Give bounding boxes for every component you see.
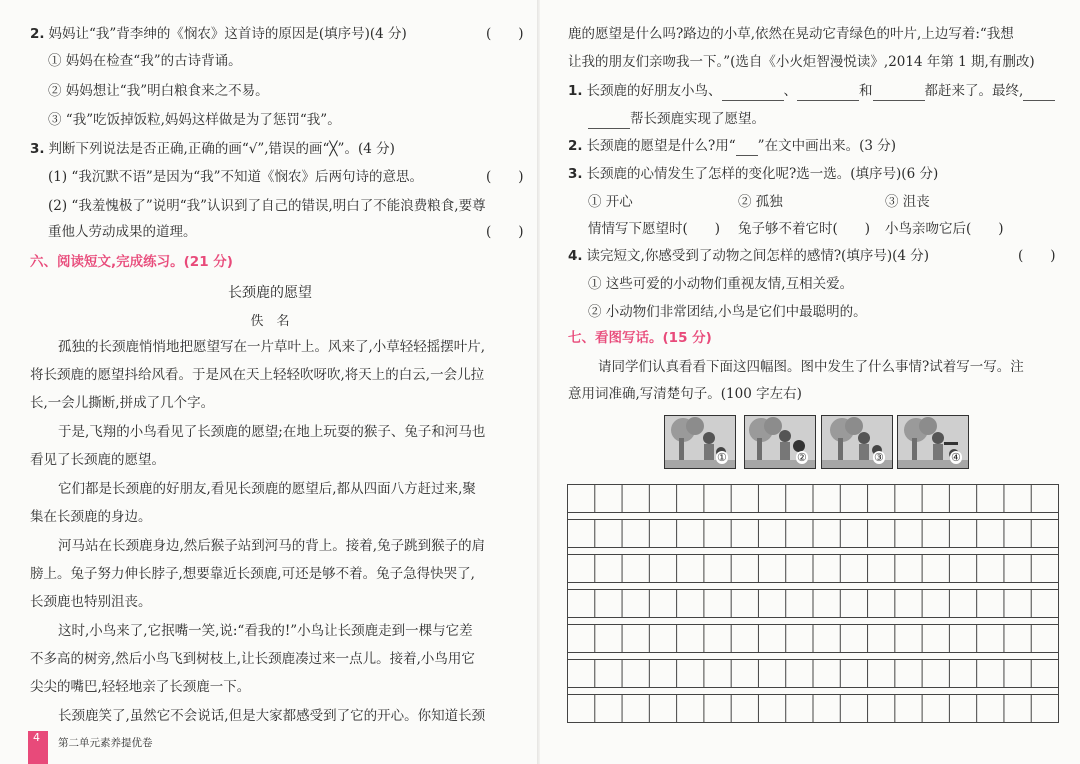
mood-line[interactable]: 小鸟亲吻它后( ) xyxy=(885,221,1004,237)
paragraph-line: 长颈鹿笑了,虽然它不会说话,但是大家都感受到了它的开心。你知道长颈 xyxy=(58,708,486,724)
question-text: 帮长颈鹿实现了愿望。 xyxy=(630,111,765,127)
mood-line[interactable]: 兔子够不着它时( ) xyxy=(738,221,871,237)
paragraph-line: 看见了长颈鹿的愿望。 xyxy=(30,452,165,468)
answer-paren[interactable]: ( ) xyxy=(1018,248,1056,264)
fill-blank[interactable] xyxy=(873,100,925,101)
prompt-line: 请同学们认真看看下面这四幅图。图中发生了什么事情?试着写一写。注 xyxy=(598,359,1024,375)
paragraph-line: 将长颈鹿的愿望抖给风看。于是风在天上轻轻吹呀吹,将天上的白云,一会儿拉 xyxy=(30,367,485,383)
question-number: 2. xyxy=(30,26,45,42)
question-3 xyxy=(30,139,395,159)
answer-paren[interactable]: ( ) xyxy=(486,224,524,240)
question-text: 都赶来了。最终, xyxy=(924,83,1024,99)
paragraph-line: 河马站在长颈鹿身边,然后猴子站到河马的背上。接着,兔子跳到猴子的肩 xyxy=(58,538,486,554)
paragraph-line: 孤独的长颈鹿悄悄地把愿望写在一片草叶上。风来了,小草轻轻摇摆叶片, xyxy=(58,339,486,355)
paragraph-line: 于是,飞翔的小鸟看见了长颈鹿的愿望;在地上玩耍的猴子、兔子和河马也 xyxy=(58,424,486,440)
option-1: ① 这些可爱的小动物们重视友情,互相关爱。 xyxy=(588,276,854,292)
option-2: ② 妈妈想让“我”明白粮食来之不易。 xyxy=(48,83,269,99)
option-2: ② 小动物们非常团结,小鸟是它们中最聪明的。 xyxy=(588,304,867,320)
judge-item-2: (2) “我羞愧极了”说明“我”认识到了自己的错误,明白了不能浪费粮食,要尊 xyxy=(48,198,486,214)
question-3 xyxy=(568,164,938,184)
question-2 xyxy=(30,24,407,44)
paragraph-line: 长颈鹿也特别沮丧。 xyxy=(30,594,152,610)
section-7-heading: 七、看图写话。(15 分) xyxy=(568,330,712,346)
judge-item-1: (1) “我沉默不语”是因为“我”不知道《悯农》后两句诗的意思。 xyxy=(48,169,424,185)
paragraph-line: 鹿的愿望是什么吗?路边的小草,依然在晃动它青绿色的叶片,上边写着:“我想 xyxy=(568,26,1014,42)
judge-item-2-cont: 重他人劳动成果的道理。 xyxy=(48,224,197,240)
paragraph-line: 不多高的树旁,然后小鸟飞到树枝上,让长颈鹿凑过来一点儿。接着,小鸟用它 xyxy=(30,651,475,667)
question-number: 2. xyxy=(568,138,583,154)
option-3: ③ “我”吃饭掉饭粒,妈妈这样做是为了惩罚“我”。 xyxy=(48,112,341,128)
fill-blank[interactable] xyxy=(722,100,784,101)
picture-number: ① xyxy=(717,451,727,464)
question-text: 长颈鹿的好朋友小鸟、 xyxy=(586,83,722,99)
picture-number: ③ xyxy=(874,451,884,464)
question-text: ”在文中画出来。(3 分) xyxy=(757,138,896,154)
picture-number: ② xyxy=(797,451,807,464)
question-text: 读完短文,你感受到了动物之间怎样的感情?(填序号)(4 分) xyxy=(586,248,930,264)
question-text: 妈妈让“我”背李绅的《悯农》这首诗的原因是(填序号)(4 分) xyxy=(48,26,407,42)
article-author: 佚 名 xyxy=(250,314,290,329)
paragraph-line: 让我的朋友们亲吻我一下。”(选自《小火炬智漫悦读》,2014 年第 1 期,有删改) xyxy=(568,54,1035,70)
question-1-cont xyxy=(588,109,765,129)
answer-paren[interactable]: ( ) xyxy=(486,26,524,42)
question-2 xyxy=(568,136,896,156)
fill-blank[interactable] xyxy=(1023,100,1055,101)
section-6-heading: 六、阅读短文,完成练习。(21 分) xyxy=(30,254,233,270)
article-title: 长颈鹿的愿望 xyxy=(228,285,312,301)
question-text: 长颈鹿的心情发生了怎样的变化呢?选一选。(填序号)(6 分) xyxy=(586,166,939,182)
question-1 xyxy=(568,81,1055,101)
question-4 xyxy=(568,246,929,266)
question-number: 4. xyxy=(568,248,583,264)
picture-number: ④ xyxy=(951,451,961,464)
mood-option: ② 孤独 xyxy=(738,194,783,210)
mood-option: ③ 沮丧 xyxy=(885,194,930,210)
fill-blank[interactable] xyxy=(797,100,859,101)
paragraph-line: 尖尖的嘴巴,轻轻地亲了长颈鹿一下。 xyxy=(30,679,251,695)
paragraph-line: 长,一会儿撕断,拼成了几个字。 xyxy=(30,395,215,411)
underline-symbol xyxy=(736,155,758,156)
mood-option: ① 开心 xyxy=(588,194,633,210)
paragraph-line: 膀上。兔子努力伸长脖子,想要靠近长颈鹿,可还是够不着。兔子急得快哭了, xyxy=(30,566,475,582)
question-text: 判断下列说法是否正确,正确的画“√”,错误的画“╳”。(4 分) xyxy=(48,141,395,157)
writing-grid[interactable] xyxy=(567,484,1059,724)
footer-title: 第二单元素养提优卷 xyxy=(58,737,153,749)
question-number: 1. xyxy=(568,83,583,99)
option-1: ① 妈妈在检查“我”的古诗背诵。 xyxy=(48,53,242,69)
answer-paren[interactable]: ( ) xyxy=(486,169,524,185)
paragraph-line: 集在长颈鹿的身边。 xyxy=(30,509,152,525)
question-text: 和 xyxy=(859,83,873,99)
page-number: 4 xyxy=(33,731,40,744)
paragraph-line: 它们都是长颈鹿的好朋友,看见长颈鹿的愿望后,都从四面八方赶过来,聚 xyxy=(58,481,476,497)
mood-line[interactable]: 情情写下愿望时( ) xyxy=(588,221,721,237)
prompt-line: 意用词准确,写清楚句子。(100 字左右) xyxy=(568,386,802,402)
question-number: 3. xyxy=(568,166,583,182)
fill-blank[interactable] xyxy=(588,128,630,129)
paragraph-line: 这时,小鸟来了,它抿嘴一笑,说:“看我的!”小鸟让长颈鹿走到一棵与它差 xyxy=(58,623,473,639)
question-text: 、 xyxy=(783,83,798,99)
question-number: 3. xyxy=(30,141,45,157)
question-text: 长颈鹿的愿望是什么?用“ xyxy=(586,138,736,154)
